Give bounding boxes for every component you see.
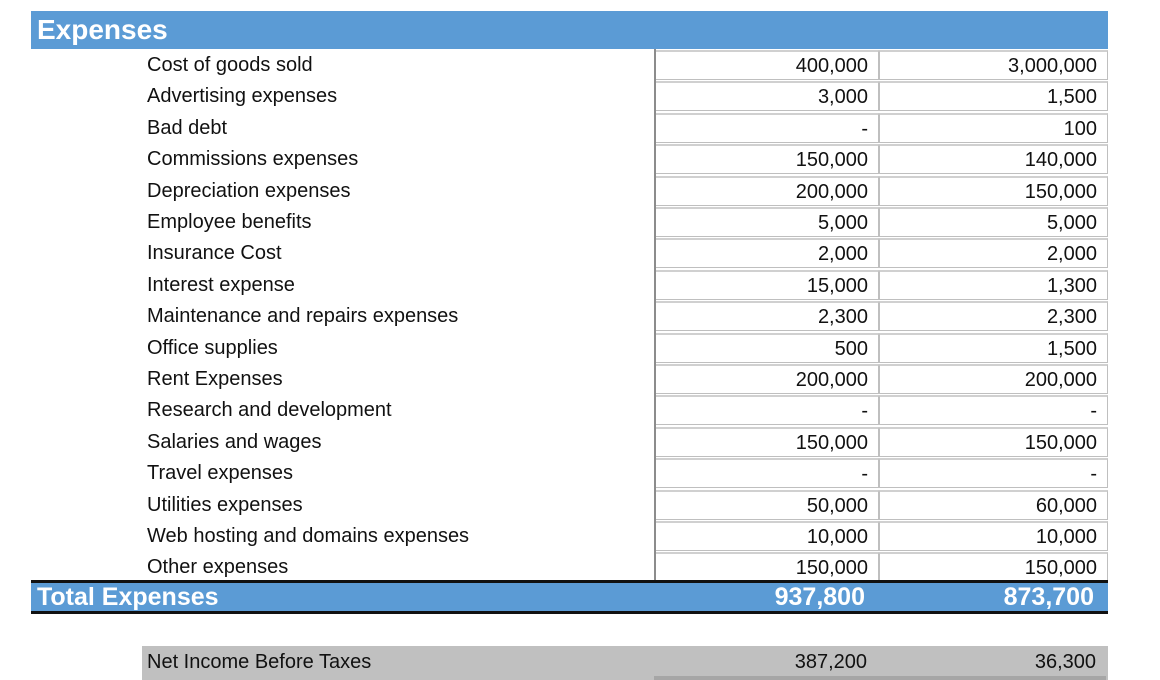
expense-label: Utilities expenses <box>147 493 303 516</box>
expense-label: Research and development <box>147 399 392 422</box>
expenses-header <box>31 11 1108 49</box>
expense-row <box>0 521 1160 552</box>
expense-value-col2[interactable]: 1,300 <box>879 270 1108 300</box>
expense-row <box>0 238 1160 269</box>
expense-value-col2[interactable]: - <box>879 458 1108 488</box>
expense-value-col1[interactable]: 5,000 <box>655 207 879 237</box>
expense-row <box>0 113 1160 144</box>
expense-row <box>0 490 1160 521</box>
expense-value-col1[interactable]: 2,000 <box>655 238 879 268</box>
expense-value-col1[interactable]: 10,000 <box>655 521 879 551</box>
net-income-col1[interactable]: 387,200 <box>794 651 867 673</box>
expense-row <box>0 458 1160 489</box>
expense-label: Cost of goods sold <box>147 54 313 76</box>
expense-value-col2[interactable]: 3,000,000 <box>879 50 1108 80</box>
expense-value-col1[interactable]: 3,000 <box>655 81 879 111</box>
expense-value-col1[interactable]: - <box>655 458 879 488</box>
expense-row <box>0 270 1160 301</box>
expense-value-col2[interactable]: 2,000 <box>879 238 1108 268</box>
expense-label: Bad debt <box>147 116 228 139</box>
net-income-label: Net Income Before Taxes <box>147 651 372 673</box>
expense-row <box>0 144 1160 175</box>
column-divider <box>654 49 656 581</box>
expense-label: Insurance Cost <box>147 242 282 265</box>
expense-row <box>0 50 1160 81</box>
expense-label: Other expenses <box>147 556 289 579</box>
expense-label: Commissions expenses <box>147 148 359 171</box>
expense-value-col1[interactable]: - <box>655 113 879 143</box>
section-title: Expenses <box>37 14 168 45</box>
expense-row <box>0 176 1160 207</box>
expense-label: Advertising expenses <box>147 85 338 108</box>
expense-label: Employee benefits <box>147 211 312 233</box>
expense-value-col2[interactable]: 100 <box>879 113 1108 143</box>
expense-value-col1[interactable]: 500 <box>655 333 879 363</box>
expense-row <box>0 333 1160 364</box>
total-expenses-row <box>31 580 1108 614</box>
expense-value-col2[interactable]: 60,000 <box>879 490 1108 520</box>
expense-row <box>0 301 1160 332</box>
expense-value-col1[interactable]: 150,000 <box>655 144 879 174</box>
expense-value-col2[interactable]: 200,000 <box>879 364 1108 394</box>
expense-value-col2[interactable]: 140,000 <box>879 144 1108 174</box>
expense-row <box>0 207 1160 238</box>
expense-row <box>0 364 1160 395</box>
expense-value-col1[interactable]: 400,000 <box>655 50 879 80</box>
expense-value-col2[interactable]: 1,500 <box>879 81 1108 111</box>
expense-value-col2[interactable]: 150,000 <box>879 552 1108 582</box>
expense-label: Depreciation expenses <box>147 179 351 202</box>
expense-value-col1[interactable]: 2,300 <box>655 301 879 331</box>
expense-value-col2[interactable]: 2,300 <box>879 301 1108 331</box>
expense-label: Interest expense <box>147 273 295 296</box>
expense-value-col1[interactable]: 150,000 <box>655 552 879 582</box>
total-expenses-col1[interactable]: 937,800 <box>774 583 865 611</box>
expense-value-col1[interactable]: 150,000 <box>655 427 879 457</box>
expense-value-col2[interactable]: 5,000 <box>879 207 1108 237</box>
expense-value-col2[interactable]: 10,000 <box>879 521 1108 551</box>
expense-value-col2[interactable]: 150,000 <box>879 176 1108 206</box>
expense-value-col1[interactable]: - <box>655 395 879 425</box>
expense-value-col2[interactable]: 150,000 <box>879 427 1108 457</box>
expense-row <box>0 427 1160 458</box>
total-expenses-col2[interactable]: 873,700 <box>1003 583 1094 611</box>
expense-row <box>0 395 1160 426</box>
total-expenses-label: Total Expenses <box>37 583 219 611</box>
expense-value-col2[interactable]: 1,500 <box>879 333 1108 363</box>
expense-label: Rent Expenses <box>147 368 283 390</box>
expense-value-col1[interactable]: 200,000 <box>655 176 879 206</box>
expense-label: Office supplies <box>147 336 278 359</box>
expense-label: Maintenance and repairs expenses <box>147 305 459 328</box>
expense-value-col1[interactable]: 200,000 <box>655 364 879 394</box>
net-income-row <box>142 646 1108 680</box>
expense-value-col1[interactable]: 15,000 <box>655 270 879 300</box>
expense-value-col1[interactable]: 50,000 <box>655 490 879 520</box>
net-income-underline <box>654 676 1106 680</box>
expense-row <box>0 81 1160 112</box>
expense-label: Web hosting and domains expenses <box>147 525 470 547</box>
expense-value-col2[interactable]: - <box>879 395 1108 425</box>
expense-label: Travel expenses <box>147 462 293 485</box>
net-income-col2[interactable]: 36,300 <box>1034 651 1096 673</box>
expense-label: Salaries and wages <box>147 430 322 453</box>
